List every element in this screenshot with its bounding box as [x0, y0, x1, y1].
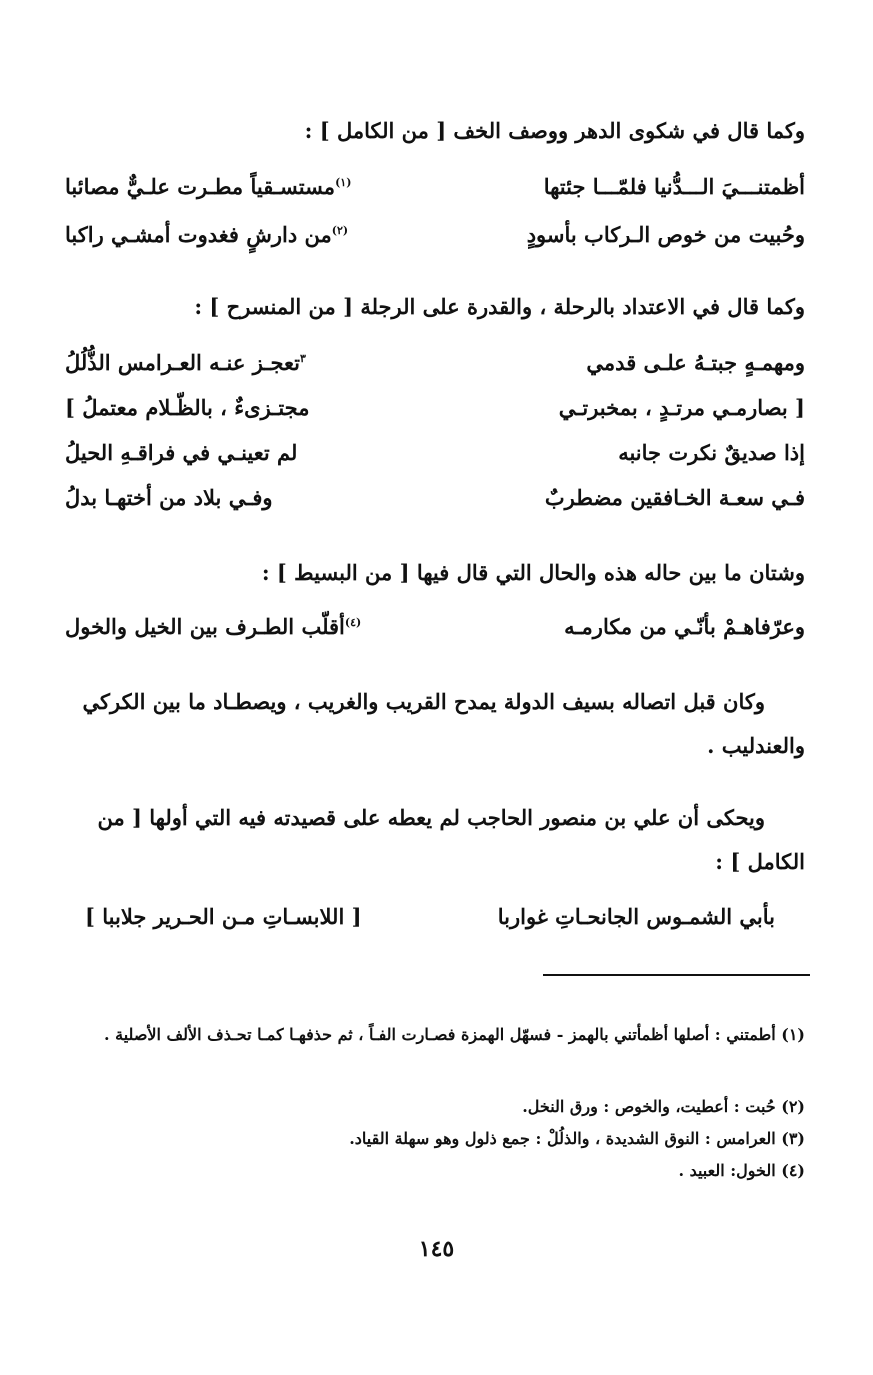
hemistich-first: [ بصارمـي مرتـدٍ ، بمخبرتـي: [558, 395, 805, 420]
verse-2-2: [65, 395, 805, 435]
paragraph-1: وكان قبل اتصاله بسيف الدولة يمدح القريب والغريب ، ويصطـاد ما بين الكركي والعندليب .: [82, 689, 805, 758]
footnote-3: (٣) العرامس : النوق الشديدة ، والذلُلْ : جمع ذلول وهو سهلة القياد.: [349, 1129, 805, 1148]
footnote-marker: (١): [335, 176, 352, 189]
verse-2-3: [65, 440, 805, 480]
paragraph-2: ويحكى أن علي بن منصور الحاجب لم يعطه على قصيدته فيه التي أولها [ من الكامل ] :: [97, 805, 805, 874]
hemistich-first: بأبي الشمـوس الجانحـاتِ غواربا: [497, 904, 775, 929]
hemistich-first: فـي سعـة الخـافقين مضطربٌ: [544, 485, 805, 510]
footnote-4: (٤) الخول: العبيد .: [678, 1161, 805, 1180]
verse-3-1: [65, 614, 805, 654]
footnote-1: (١) أطمتني : أصلها أظمأتني بالهمز - فسهّل الهمزة فصـارت الفـاً ، ثم حذفهـا كمـا تحـذف الألف الأصلية .: [103, 1025, 805, 1044]
hemistich-second: مجتـزىءٌ ، بالظّـلام معتملُ ]: [65, 395, 310, 420]
verse-2-1: [65, 350, 805, 390]
footnote-marker: (٤): [344, 616, 362, 629]
footnote-marker: ٣: [300, 352, 306, 365]
hemistich-first: أظمتنـــيَ الـــدُّنيا فلمّـــا جئتها: [543, 174, 805, 199]
hemistich-second: $^{(١)}$مستسـقياً مطـرت علـيٌّ مصائبا: [65, 174, 352, 199]
hemistich-second: [ اللابسـاتِ مـن الحـرير جلاببا ]: [85, 904, 362, 929]
verse-1-2: [65, 222, 805, 262]
hemistich-first: وعرّفاهـمْ بأنّـي من مكارمـه: [564, 614, 805, 639]
page-number: ١٤٥: [418, 1236, 455, 1262]
hemistich-second: $^{(٤)}$أقلّب الطـرف بين الخيل والخول: [65, 614, 362, 639]
verse-2-4: [65, 485, 805, 525]
footnote-2: (٢) حُبت : أعطيت، والخوص : ورق النخل.: [522, 1097, 805, 1116]
hemistich-second: $^٣$تعجـز عنـه العـرامس الذُّلُلُ: [65, 350, 306, 375]
hemistich-first: ومهمـهٍ جبتـهُ علـى قدمي: [586, 350, 805, 375]
hemistich-second: وفـي بلاد من أختهـا بدلُ: [65, 485, 273, 510]
hemistich-first: وحُبيت من خوص الـركاب بأسودٍ: [526, 222, 805, 247]
verse-1-1: [65, 174, 805, 214]
hemistich-second: $^{(٢)}$من دارشٍ فغدوت أمشـي راكبا: [65, 222, 349, 247]
intro-line-3: وشتان ما بين حاله هذه والحال التي قال فيها [ من البسيط ] :: [261, 560, 805, 585]
footnote-divider: [543, 974, 810, 976]
intro-line-2: وكما قال في الاعتداد بالرحلة ، والقدرة على الرجلة [ من المنسرح ] :: [194, 294, 805, 319]
hemistich-second: لم تعينـي في فراقـهِ الحيلُ: [65, 440, 298, 465]
footnote-marker: (٢): [331, 224, 349, 237]
hemistich-first: إذا صديقٌ نكرت جانبه: [618, 440, 805, 465]
verse-4-1: [85, 904, 775, 944]
intro-line-1: وكما قال في شكوى الدهر ووصف الخف [ من الكامل ] :: [304, 118, 805, 143]
